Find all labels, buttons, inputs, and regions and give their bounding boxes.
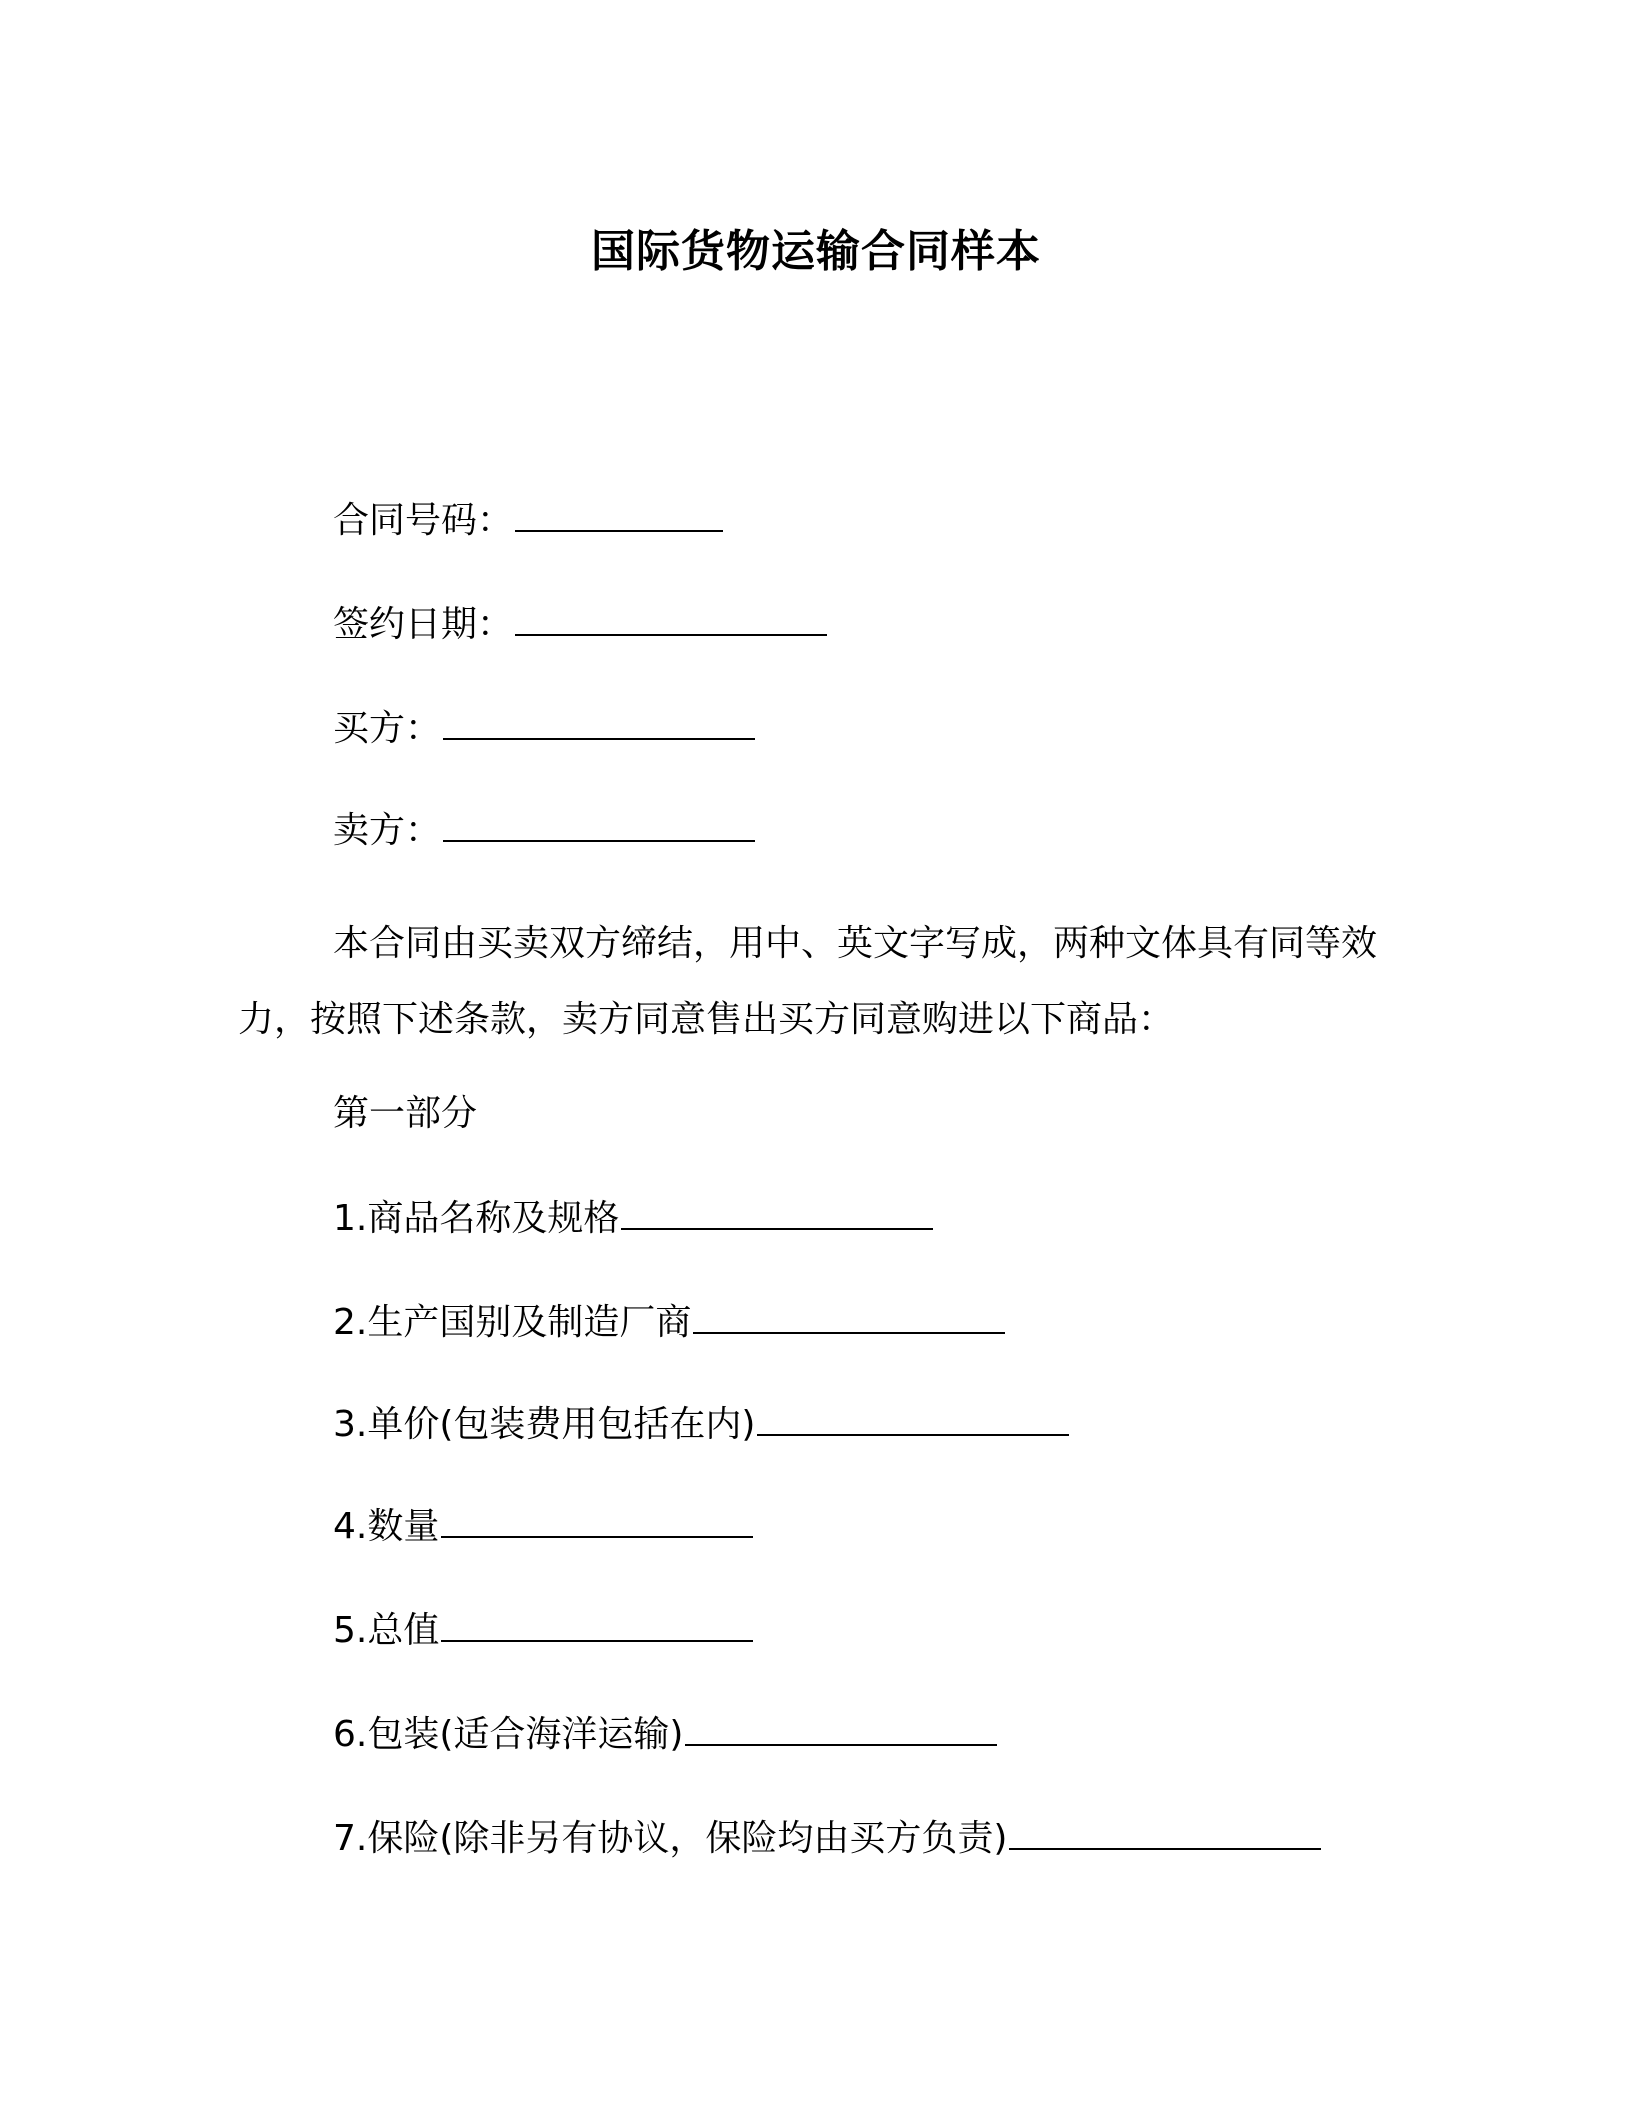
item-blank (441, 1606, 753, 1642)
item-blank (1009, 1814, 1321, 1850)
seller-label: 卖方： (333, 810, 442, 851)
intro-paragraph: 本合同由买卖双方缔结，用中、英文字写成，两种文体具有同等效力，按照下述条款，卖方同意售出买方同意购进以下商品： (238, 923, 1378, 1040)
item-blank (685, 1710, 997, 1746)
item-blank (693, 1298, 1005, 1334)
seller-blank (443, 806, 755, 842)
item-label: 5.总值 (333, 1610, 440, 1651)
item-label: 2.生产国别及制造厂商 (333, 1302, 692, 1343)
item-country-manufacturer (333, 1298, 1005, 1347)
item-blank (757, 1400, 1069, 1436)
item-blank (621, 1194, 933, 1230)
sign-date-field (333, 600, 827, 649)
item-blank (441, 1502, 753, 1538)
buyer-field (333, 704, 755, 753)
contract-number-field (333, 496, 723, 545)
item-unit-price (333, 1400, 1069, 1449)
item-label: 7.保险(除非另有协议，保险均由买方负责) (333, 1818, 1008, 1859)
item-insurance (333, 1814, 1321, 1863)
item-label: 1.商品名称及规格 (333, 1198, 620, 1239)
item-product-name (333, 1194, 933, 1243)
item-total-value (333, 1606, 753, 1655)
section-heading: 第一部分 (333, 1093, 478, 1134)
contract-number-label: 合同号码： (333, 500, 514, 541)
item-label: 4.数量 (333, 1506, 440, 1547)
sign-date-blank (515, 600, 827, 636)
document-title: 国际货物运输合同样本 (591, 226, 1041, 277)
item-label: 6.包装(适合海洋运输) (333, 1714, 684, 1755)
item-packing (333, 1710, 997, 1759)
buyer-label: 买方： (333, 708, 442, 749)
item-label: 3.单价(包装费用包括在内) (333, 1404, 756, 1445)
buyer-blank (443, 704, 755, 740)
sign-date-label: 签约日期： (333, 604, 514, 645)
item-quantity (333, 1502, 753, 1551)
contract-number-blank (515, 496, 723, 532)
seller-field (333, 806, 755, 855)
